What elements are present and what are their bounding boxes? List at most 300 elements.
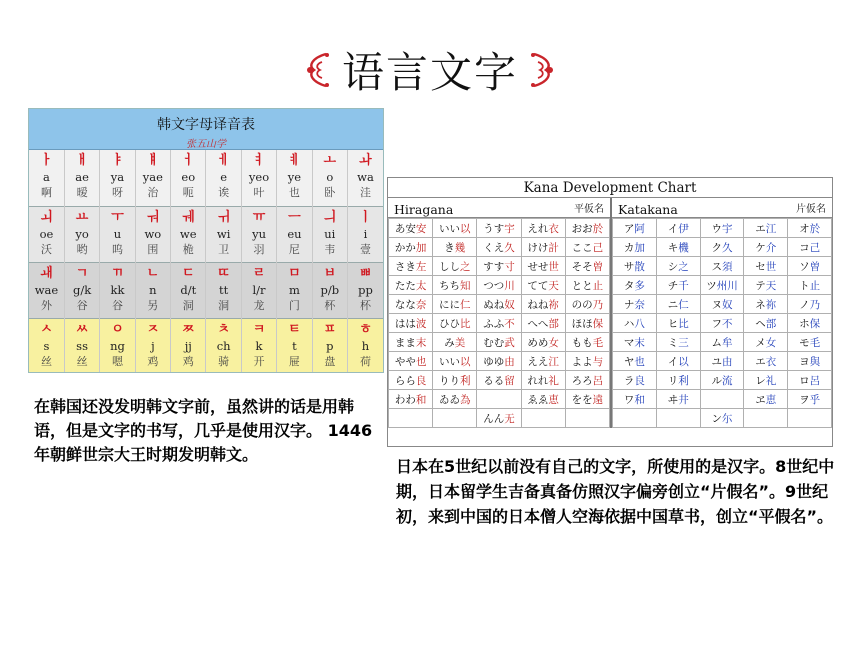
katakana-source-kanji: 末 — [634, 336, 645, 349]
kana-chart-title: Kana Development Chart — [388, 178, 832, 198]
hiragana-source-kanji: 天 — [548, 279, 559, 292]
katakana-source-kanji: 不 — [721, 317, 733, 330]
hiragana-form: かか — [394, 241, 416, 254]
korean-chart-title: 韩文字母译音表 — [157, 117, 255, 133]
korean-chart-subtitle: 张五山学 — [186, 139, 226, 150]
korean-romanization: wo — [144, 226, 162, 241]
katakana-form: タ — [623, 279, 635, 292]
katakana-source-kanji: 久 — [721, 241, 733, 254]
hiragana-form: よよ — [571, 355, 593, 368]
korean-romanization: k — [255, 338, 263, 353]
hiragana-source-kanji: 利 — [460, 374, 471, 387]
hiragana-source-kanji: 以 — [460, 222, 471, 235]
katakana-cell — [788, 390, 832, 409]
korean-cell — [64, 150, 99, 206]
hiragana-form: そそ — [571, 260, 593, 273]
katakana-table — [612, 218, 832, 428]
korean-jamo: ㅞ — [181, 209, 195, 225]
katakana-cell — [788, 352, 832, 371]
hiragana-form: ほほ — [571, 317, 593, 330]
katakana-row — [613, 352, 832, 371]
katakana-form: エ — [755, 355, 766, 368]
katakana-source-kanji: 之 — [678, 260, 689, 273]
katakana-source-kanji: 仁 — [678, 298, 689, 311]
hiragana-jp-label: 平仮名 — [574, 204, 604, 215]
katakana-source-kanji: 也 — [634, 355, 645, 368]
hiragana-cell — [521, 352, 565, 371]
title-bar — [0, 40, 860, 100]
hiragana-form: しし — [439, 260, 461, 273]
kana-development-chart — [387, 177, 833, 447]
hiragana-source-kanji: 也 — [415, 355, 427, 368]
hiragana-form: ここ — [571, 241, 593, 254]
katakana-form: マ — [623, 336, 635, 349]
katakana-form: ヒ — [667, 317, 679, 330]
korean-hanzi: 另 — [147, 298, 159, 312]
katakana-form: ミ — [667, 336, 679, 349]
hiragana-cell — [433, 352, 477, 371]
katakana-source-kanji: 千 — [678, 279, 689, 292]
hiragana-header — [388, 198, 610, 218]
hiragana-source-kanji: 部 — [548, 317, 559, 330]
korean-alphabet-chart — [28, 108, 384, 373]
katakana-cell — [656, 371, 700, 390]
korean-hanzi: 外 — [40, 298, 52, 312]
hiragana-source-kanji: 己 — [592, 241, 604, 254]
katakana-cell — [613, 295, 657, 314]
korean-hanzi: 尼 — [288, 242, 300, 256]
hiragana-source-kanji: 止 — [592, 279, 604, 292]
korean-row — [29, 262, 383, 318]
katakana-source-kanji: 流 — [721, 374, 733, 387]
hiragana-source-kanji: 女 — [548, 336, 559, 349]
katakana-source-kanji: 利 — [678, 374, 689, 387]
hiragana-form: るる — [483, 374, 505, 387]
korean-romanization: we — [179, 226, 197, 241]
hiragana-form: ねね — [527, 298, 549, 311]
korean-romanization: m — [288, 282, 300, 297]
korean-romanization: eo — [181, 170, 196, 184]
korean-jamo: ㅒ — [146, 153, 160, 168]
hiragana-source-kanji: 祢 — [548, 298, 559, 311]
korean-jamo: ㅂ — [323, 265, 337, 281]
katakana-source-kanji: 呂 — [809, 374, 821, 387]
katakana-form: ヨ — [799, 355, 810, 368]
hiragana-cell — [477, 333, 521, 352]
korean-hanzi: 洞 — [182, 298, 194, 312]
korean-romanization: n — [149, 282, 157, 297]
korean-cell — [348, 318, 383, 373]
katakana-form: ア — [623, 222, 635, 235]
korean-romanization: yae — [142, 170, 163, 184]
korean-hanzi: 骑 — [218, 354, 230, 368]
hiragana-cell — [477, 257, 521, 276]
korean-hanzi: 荷 — [360, 354, 371, 368]
korean-cell — [64, 262, 99, 318]
katakana-cell — [613, 371, 657, 390]
katakana-source-kanji: 保 — [809, 317, 821, 330]
korean-romanization: p/b — [320, 282, 340, 297]
korean-cell — [312, 206, 347, 262]
korean-cell — [171, 206, 206, 262]
katakana-source-kanji: 阿 — [634, 222, 645, 235]
korean-hanzi: 韦 — [324, 242, 336, 256]
katakana-cell — [744, 257, 788, 276]
hiragana-form: ひひ — [439, 317, 461, 330]
katakana-form: ニ — [667, 298, 679, 311]
korean-cell — [206, 262, 241, 318]
korean-cell — [348, 150, 383, 206]
korean-row — [29, 150, 383, 206]
hiragana-source-kanji: 世 — [548, 260, 559, 273]
korean-romanization: wa — [357, 170, 374, 184]
korean-cell — [206, 150, 241, 206]
right-ornament-icon — [528, 50, 558, 90]
korean-table — [29, 150, 383, 373]
hiragana-form: ゆゆ — [483, 355, 505, 368]
korean-cell — [29, 262, 64, 318]
katakana-form: ヲ — [799, 393, 810, 406]
korean-jamo: ㅖ — [288, 153, 301, 168]
korean-jamo: ㅚ — [40, 209, 53, 225]
hiragana-cell — [389, 219, 433, 238]
hiragana-form: のの — [571, 298, 593, 311]
katakana-cell — [613, 219, 657, 238]
katakana-cell — [744, 238, 788, 257]
katakana-cell — [700, 352, 744, 371]
katakana-form: ク — [711, 241, 722, 254]
katakana-cell — [613, 314, 657, 333]
katakana-source-kanji: 於 — [809, 222, 821, 235]
katakana-cell — [700, 295, 744, 314]
katakana-source-kanji: 三 — [678, 336, 689, 349]
katakana-header — [612, 198, 832, 218]
hiragana-cell — [433, 295, 477, 314]
katakana-cell — [656, 257, 700, 276]
katakana-form: ス — [711, 260, 722, 273]
katakana-form: ム — [711, 336, 722, 349]
hiragana-source-kanji: 和 — [415, 393, 427, 406]
katakana-source-kanji: 江 — [765, 222, 777, 235]
hiragana-source-kanji: 末 — [415, 336, 427, 349]
korean-cell — [312, 262, 347, 318]
hiragana-source-kanji: 仁 — [460, 298, 471, 311]
hiragana-source-kanji: 寸 — [504, 260, 515, 273]
korean-jamo: ㅣ — [359, 209, 372, 225]
katakana-cell — [788, 295, 832, 314]
hiragana-source-kanji: 曽 — [592, 260, 604, 273]
katakana-source-kanji: 比 — [678, 317, 689, 330]
hiragana-cell — [565, 390, 609, 409]
hiragana-source-kanji: 久 — [504, 241, 515, 254]
katakana-form: ヰ — [667, 393, 679, 406]
katakana-form: セ — [755, 260, 766, 273]
katakana-source-kanji: 部 — [765, 317, 777, 330]
hiragana-row — [389, 295, 610, 314]
katakana-cell — [744, 276, 788, 295]
korean-romanization: jj — [184, 338, 192, 353]
katakana-cell — [613, 409, 657, 428]
korean-cell — [312, 150, 347, 206]
korean-cell — [348, 206, 383, 262]
hiragana-cell — [565, 314, 609, 333]
korean-jamo: ㅉ — [181, 321, 195, 337]
korean-cell — [241, 262, 276, 318]
korean-romanization: l/r — [252, 282, 266, 297]
korean-cell — [100, 318, 135, 373]
hiragana-cell — [565, 238, 609, 257]
korean-romanization: wi — [216, 226, 231, 241]
korean-hanzi: 啊 — [40, 186, 52, 199]
katakana-form: フ — [711, 317, 722, 330]
katakana-form: モ — [799, 336, 810, 349]
korean-jamo: ㅇ — [111, 321, 124, 337]
korean-cell — [135, 262, 170, 318]
korean-cell — [206, 206, 241, 262]
hiragana-source-kanji: 无 — [504, 412, 515, 425]
korean-hanzi: 鸡 — [182, 354, 194, 368]
hiragana-source-kanji: 不 — [504, 317, 515, 330]
hiragana-form: てて — [527, 279, 549, 292]
katakana-form: メ — [755, 336, 766, 349]
katakana-row — [613, 390, 832, 409]
hiragana-row — [389, 314, 610, 333]
hiragana-panel — [388, 198, 610, 428]
hiragana-form: あ安 — [394, 222, 416, 235]
korean-cell — [171, 318, 206, 373]
hiragana-cell — [477, 390, 521, 409]
hiragana-label: Hiragana — [394, 202, 454, 217]
katakana-form: ナ — [623, 298, 635, 311]
hiragana-source-kanji: 左 — [415, 260, 427, 273]
katakana-form: ヌ — [711, 298, 722, 311]
hiragana-cell — [521, 238, 565, 257]
katakana-cell — [788, 314, 832, 333]
hiragana-cell — [477, 314, 521, 333]
katakana-form: サ — [623, 260, 635, 273]
katakana-source-kanji: 須 — [721, 260, 733, 273]
hiragana-row — [389, 276, 610, 295]
katakana-cell — [744, 333, 788, 352]
hiragana-source-kanji: 為 — [460, 393, 471, 406]
hiragana-source-kanji: 江 — [548, 355, 559, 368]
korean-romanization: wae — [34, 282, 59, 297]
korean-cell — [29, 318, 64, 373]
korean-romanization: eu — [287, 226, 302, 241]
hiragana-cell — [521, 257, 565, 276]
hiragana-cell — [565, 371, 609, 390]
korean-romanization: tt — [219, 282, 229, 297]
hiragana-row — [389, 352, 610, 371]
katakana-form: ネ — [755, 298, 766, 311]
korean-hanzi: 杯 — [324, 298, 336, 312]
hiragana-form: ゐゐ — [439, 393, 461, 406]
hiragana-cell — [433, 333, 477, 352]
katakana-cell — [613, 257, 657, 276]
katakana-form: ヱ — [755, 393, 766, 406]
korean-history-text: 在韩国还没发明韩文字前，虽然讲的话是用韩语，但是文字的书写，几乎是使用汉字。 1446年朝鲜世宗大王时期发明韩文。 — [34, 397, 373, 464]
korean-cell — [29, 206, 64, 262]
katakana-form: テ — [755, 279, 766, 292]
hiragana-source-kanji: 幾 — [454, 241, 466, 254]
hiragana-form: らら — [394, 374, 416, 387]
korean-jamo: ㅗ — [323, 153, 337, 168]
hiragana-form: まま — [394, 336, 416, 349]
katakana-cell — [656, 409, 700, 428]
hiragana-source-kanji: 衣 — [548, 222, 559, 235]
korean-hanzi: 哟 — [76, 242, 88, 256]
hiragana-source-kanji: 於 — [592, 222, 604, 235]
korean-jamo: ㅍ — [323, 321, 337, 337]
korean-romanization: oe — [39, 226, 54, 241]
katakana-row — [613, 238, 832, 257]
katakana-row — [613, 276, 832, 295]
katakana-cell — [613, 333, 657, 352]
left-ornament-icon — [302, 50, 332, 90]
katakana-label: Katakana — [618, 202, 678, 217]
hiragana-source-kanji: 乃 — [592, 298, 604, 311]
korean-hanzi: 卫 — [218, 242, 230, 256]
hiragana-cell — [521, 295, 565, 314]
hiragana-source-kanji: 武 — [504, 336, 515, 349]
katakana-cell — [700, 276, 744, 295]
katakana-form: ル — [711, 374, 722, 387]
korean-jamo: ㄸ — [217, 265, 230, 281]
katakana-cell — [656, 314, 700, 333]
katakana-cell — [700, 409, 744, 428]
katakana-form: キ — [667, 241, 679, 254]
katakana-source-kanji: 介 — [765, 241, 777, 254]
korean-romanization: ae — [75, 170, 89, 184]
hiragana-cell — [433, 238, 477, 257]
korean-romanization: g/k — [72, 282, 92, 297]
katakana-cell — [788, 333, 832, 352]
korean-romanization: yeo — [248, 170, 270, 184]
hiragana-row — [389, 390, 610, 409]
katakana-source-kanji: 井 — [678, 393, 689, 406]
katakana-source-kanji: 恵 — [765, 393, 777, 406]
korean-romanization: h — [361, 338, 370, 353]
hiragana-cell — [565, 409, 609, 428]
hiragana-source-kanji: 奴 — [504, 298, 515, 311]
korean-hanzi: 也 — [288, 186, 300, 199]
hiragana-form: うす — [483, 222, 505, 235]
hiragana-cell — [565, 276, 609, 295]
korean-hanzi: 叶 — [253, 186, 265, 199]
korean-jamo: ㄱ — [75, 265, 89, 281]
hiragana-source-kanji: 呂 — [592, 374, 604, 387]
hiragana-row — [389, 333, 610, 352]
katakana-source-kanji: 女 — [765, 336, 777, 349]
katakana-cell — [700, 219, 744, 238]
korean-jamo: ㄹ — [252, 265, 266, 281]
korean-romanization: i — [363, 226, 368, 241]
hiragana-source-kanji: 安 — [415, 222, 427, 235]
hiragana-cell — [565, 295, 609, 314]
hiragana-cell — [389, 352, 433, 371]
hiragana-form: き — [444, 241, 455, 254]
korean-hanzi: 门 — [288, 298, 300, 312]
korean-jamo: ㅊ — [217, 321, 230, 337]
hiragana-source-kanji: 奈 — [415, 298, 427, 311]
katakana-cell — [744, 409, 788, 428]
katakana-source-kanji: 州川 — [716, 279, 738, 292]
hiragana-cell — [389, 333, 433, 352]
hiragana-source-kanji: 遠 — [592, 393, 604, 406]
hiragana-cell — [389, 314, 433, 333]
korean-romanization: u — [113, 226, 122, 241]
katakana-source-kanji: 乎 — [809, 393, 821, 406]
katakana-row — [613, 333, 832, 352]
korean-cell — [29, 150, 64, 206]
korean-hanzi: 暧 — [76, 186, 88, 199]
korean-jamo: ㅓ — [181, 153, 195, 168]
hiragana-cell — [477, 295, 521, 314]
katakana-cell — [613, 390, 657, 409]
korean-romanization: p — [326, 338, 334, 353]
katakana-form: ツ — [706, 279, 717, 292]
hiragana-form: もも — [571, 336, 593, 349]
hiragana-form: れれ — [527, 374, 549, 387]
korean-romanization: d/t — [180, 282, 197, 297]
hiragana-form: へへ — [527, 317, 549, 330]
hiragana-form: いい — [439, 355, 461, 368]
katakana-form: コ — [799, 241, 810, 254]
korean-romanization: s — [43, 338, 50, 353]
korean-hanzi: 谷 — [111, 298, 123, 312]
korean-cell — [100, 150, 135, 206]
katakana-form: ソ — [799, 260, 810, 273]
katakana-cell — [700, 314, 744, 333]
katakana-cell — [613, 276, 657, 295]
hiragana-cell — [477, 276, 521, 295]
hiragana-form: をを — [571, 393, 593, 406]
korean-jamo: ㄴ — [146, 265, 160, 281]
katakana-source-kanji: 衣 — [765, 355, 777, 368]
hiragana-cell — [433, 276, 477, 295]
korean-row — [29, 206, 383, 262]
korean-jamo: ㅟ — [217, 209, 230, 225]
hiragana-form: にに — [439, 298, 461, 311]
katakana-form: ン — [711, 412, 722, 425]
katakana-form: カ — [623, 241, 635, 254]
korean-jamo: ㅏ — [40, 153, 53, 168]
hiragana-cell — [433, 409, 477, 428]
hiragana-cell — [521, 314, 565, 333]
korean-hanzi: 开 — [253, 354, 265, 368]
hiragana-form: ぬね — [483, 298, 505, 311]
katakana-cell — [656, 390, 700, 409]
hiragana-source-kanji: 由 — [504, 355, 515, 368]
korean-hanzi: 龙 — [253, 298, 265, 312]
korean-jamo: ㅝ — [146, 209, 160, 225]
korean-romanization: o — [326, 170, 334, 184]
katakana-cell — [744, 314, 788, 333]
hiragana-row — [389, 238, 610, 257]
katakana-cell — [744, 295, 788, 314]
katakana-source-kanji: 以 — [678, 355, 689, 368]
katakana-cell — [700, 371, 744, 390]
hiragana-cell — [433, 219, 477, 238]
hiragana-form: やや — [394, 355, 416, 368]
katakana-source-kanji: 奈 — [634, 298, 645, 311]
katakana-form: ト — [799, 279, 810, 292]
katakana-source-kanji: 止 — [809, 279, 821, 292]
katakana-cell — [700, 333, 744, 352]
hiragana-table — [388, 218, 610, 428]
korean-hanzi: 丝 — [40, 354, 52, 368]
hiragana-cell — [565, 352, 609, 371]
